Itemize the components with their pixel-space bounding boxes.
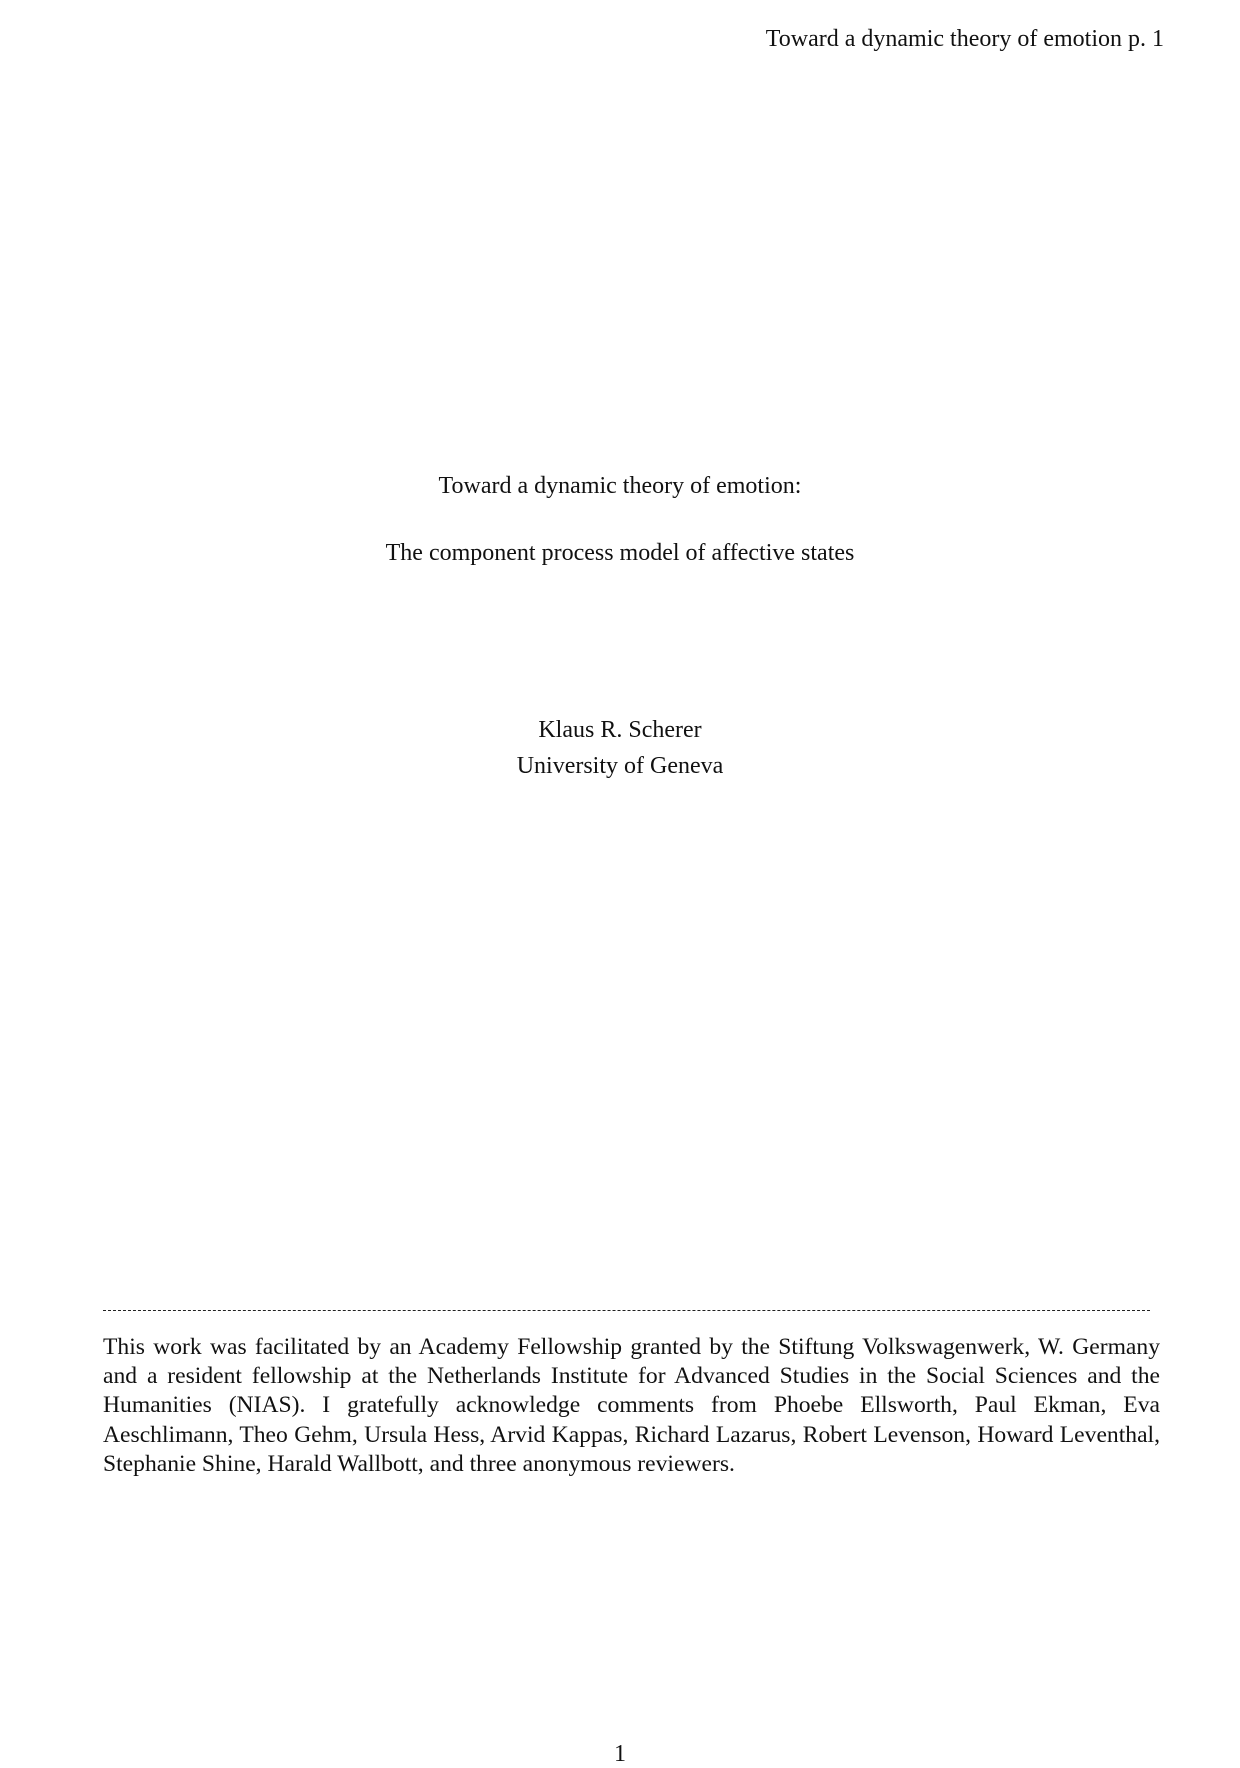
page-number: 1	[614, 1741, 626, 1767]
running-header: Toward a dynamic theory of emotion p. 1	[765, 26, 1164, 52]
footnote-separator	[103, 1310, 1150, 1311]
paper-title: Toward a dynamic theory of emotion:	[438, 473, 802, 499]
author-affiliation: University of Geneva	[516, 753, 724, 779]
author-name: Klaus R. Scherer	[538, 717, 702, 743]
acknowledgement-footnote: This work was facilitated by an Academy Fellowship granted by the Stiftung Volkswagenwerk, W. Germany and a resident fellowship at the Netherlands Institute for Advanced Studies in the Social Sciences and the Humanities (NIAS). I gratefully acknowledge comments from Phoebe Ellsworth, Paul Ekman, Eva Aeschlimann, Theo Gehm, Ursula Hess, Arvid Kappas, Richard Lazarus, Robert Levenson, Howard Leventhal, Stephanie Shine, Harald Wallbott, and three anonymous reviewers.	[103, 1334, 1160, 1477]
paper-subtitle: The component process model of affective states	[385, 540, 855, 566]
